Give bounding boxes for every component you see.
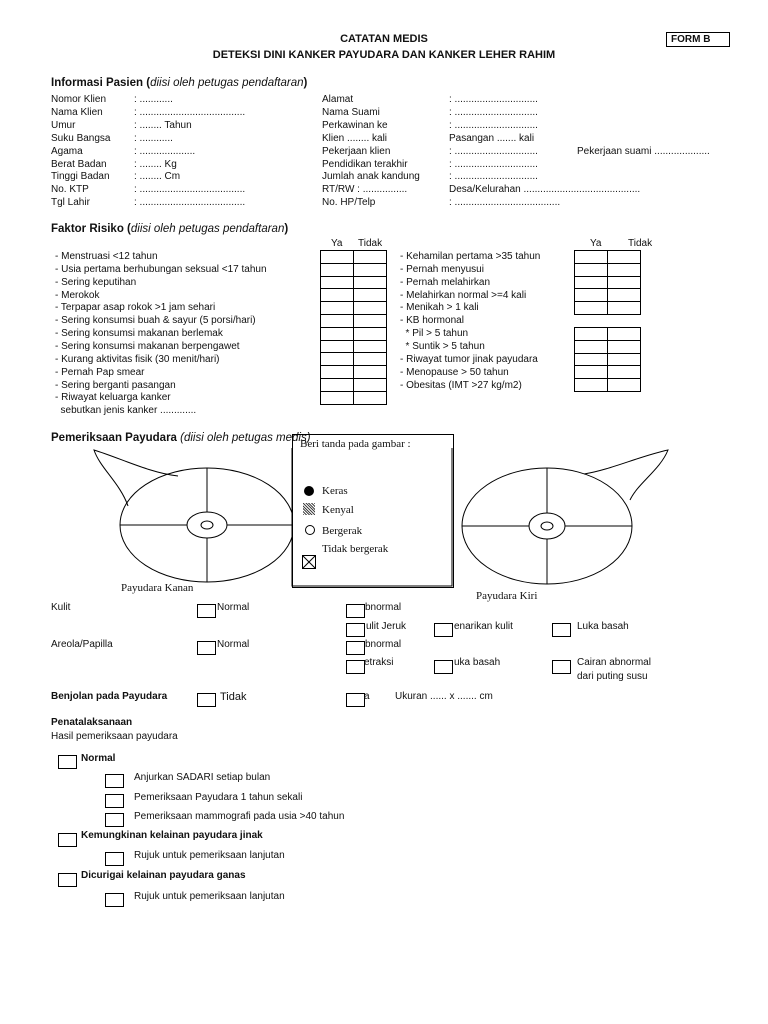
patient-field-label: RT/RW : ................: [322, 184, 408, 196]
ganas-rujuk-checkbox[interactable]: [105, 893, 124, 907]
legend-title: Beri tanda pada gambar :: [300, 438, 411, 450]
retraksi-checkbox[interactable]: [346, 660, 365, 674]
patient-field-value: : ....................: [134, 145, 196, 157]
risk-left-ya-cell[interactable]: [321, 327, 354, 340]
pemeriksaan-tahunan-label: Pemeriksaan Payudara 1 tahun sekali: [134, 792, 303, 803]
patient-field-label: Nama Suami: [322, 106, 380, 118]
jinak-checkbox[interactable]: [58, 833, 77, 847]
legend-kenyal: Kenyal: [322, 504, 354, 516]
risk-left-tidak-cell[interactable]: [354, 378, 387, 391]
sadari-checkbox[interactable]: [105, 774, 124, 788]
patient-field-value: Pasangan ....... kali: [449, 132, 535, 144]
kulit-jeruk-label: ulit Jeruk: [366, 621, 407, 632]
risk-factor-right: - Pernah menyusui: [400, 263, 484, 275]
kulit-label: Kulit: [51, 602, 71, 613]
risk-left-ya-cell[interactable]: [321, 366, 354, 379]
risk-left-tidak-cell[interactable]: [354, 366, 387, 379]
patient-field-label: No. KTP: [51, 184, 89, 196]
kulit-luka-basah-label: Luka basah: [577, 621, 629, 632]
patient-field-label: Perkawinan ke: [322, 119, 388, 131]
patient-field-label: Nama Klien: [51, 106, 103, 118]
pemeriksaan-tahunan-checkbox[interactable]: [105, 794, 124, 808]
patient-field-label: Jumlah anak kandung: [322, 171, 420, 183]
patient-field-label: Pendidikan terakhir: [322, 158, 408, 170]
risk-left-tidak-cell[interactable]: [354, 276, 387, 289]
risk-left-tidak-cell[interactable]: [354, 289, 387, 302]
management-subheading: Hasil pemeriksaan payudara: [51, 731, 178, 742]
risk-factor-left: - Terpapar asap rokok >1 jam sehari: [55, 302, 216, 314]
risk-left-tidak-cell[interactable]: [354, 251, 387, 264]
risk-left-ya-cell[interactable]: [321, 353, 354, 366]
risk-factor-right: - KB hormonal: [400, 315, 464, 327]
risk-factor-left: - Pernah Pap smear: [55, 366, 145, 378]
risk-right-ya-cell[interactable]: [575, 353, 608, 366]
risk-right-ya-cell[interactable]: [575, 276, 608, 289]
patient-field-extra: Pekerjaan suami ....................: [577, 145, 710, 157]
patient-field-label: Tgl Lahir: [51, 197, 90, 209]
areola-luka-basah-checkbox[interactable]: [434, 660, 453, 674]
risk-right-ya-cell[interactable]: [575, 366, 608, 379]
patient-field-label: Pekerjaan klien: [322, 145, 391, 157]
risk-factor-right: - Riwayat tumor jinak payudara: [400, 353, 538, 365]
risk-factor-right: - Obesitas (IMT >27 kg/m2): [400, 379, 522, 391]
patient-field-value: : ......................................: [134, 106, 246, 118]
risk-factor-right: * Pil > 5 tahun: [400, 328, 469, 340]
normal-label: Normal: [81, 753, 116, 764]
retraksi-label: etraksi: [364, 657, 394, 668]
mammografi-label: Pemeriksaan mammografi pada usia >40 tahun: [134, 811, 345, 822]
crossed-box-icon: [302, 555, 316, 569]
patient-field-value: : ..............................: [449, 158, 538, 170]
ganas-label: Dicurigai kelainan payudara ganas: [81, 870, 246, 881]
cairan-abnormal-checkbox[interactable]: [552, 660, 571, 674]
risk-grid-right-b: [574, 327, 641, 392]
patient-info-heading: Informasi Pasien (diisi oleh petugas pendaftaran): [51, 77, 308, 89]
risk-left-ya-cell[interactable]: [321, 314, 354, 327]
patient-field-label: Klien ........ kali: [322, 132, 388, 144]
patient-field-value: : ......................................: [449, 197, 561, 209]
risk-factor-right: - Menikah > 1 kali: [400, 302, 479, 314]
risk-factor-left: - Sering konsumsi makanan berlemak: [55, 328, 223, 340]
risk-right-tidak-cell[interactable]: [608, 366, 641, 379]
benjolan-tidak-checkbox[interactable]: [197, 693, 216, 707]
benjolan-ya-label: a: [364, 691, 370, 702]
risk-right-ya-cell[interactable]: [575, 263, 608, 276]
patient-field-label: Agama: [51, 145, 83, 157]
risk-grid-right-a: [574, 250, 641, 315]
risk-right-tidak-cell[interactable]: [608, 353, 641, 366]
risk-factor-left: - Sering keputihan: [55, 276, 137, 288]
risk-factor-left: - Sering berganti pasangan: [55, 379, 176, 391]
risk-right-tidak-cell[interactable]: [608, 379, 641, 392]
sadari-label: Anjurkan SADARI setiap bulan: [134, 772, 271, 783]
kulit-normal-label: Normal: [217, 602, 250, 613]
ganas-checkbox[interactable]: [58, 873, 77, 887]
areola-label: Areola/Papilla: [51, 639, 113, 650]
risk-right-ya-cell[interactable]: [575, 251, 608, 264]
risk-right-tidak-cell[interactable]: [608, 340, 641, 353]
penarikan-kulit-checkbox[interactable]: [434, 623, 453, 637]
patient-field-label: Alamat: [322, 94, 354, 105]
risk-right-tidak-cell[interactable]: [608, 289, 641, 302]
risk-right-ya-cell[interactable]: [575, 302, 608, 315]
jinak-rujuk-label: Rujuk untuk pemeriksaan lanjutan: [134, 850, 285, 861]
benjolan-label: Benjolan pada Payudara: [51, 691, 168, 702]
risk-heading: Faktor Risiko (diisi oleh petugas pendaftaran): [51, 223, 289, 235]
normal-checkbox[interactable]: [58, 755, 77, 769]
areola-luka-basah-label: uka basah: [454, 657, 501, 668]
patient-field-value: : ..............................: [449, 106, 538, 118]
penarikan-kulit-label: enarikan kulit: [454, 621, 513, 632]
risk-left-ya-cell[interactable]: [321, 340, 354, 353]
cairan-abnormal-label: Cairan abnormal: [577, 657, 651, 668]
ganas-rujuk-label: Rujuk untuk pemeriksaan lanjutan: [134, 891, 285, 902]
risk-col-no-left: Tidak: [358, 238, 383, 249]
legend-keras: Keras: [322, 485, 348, 497]
risk-right-ya-cell[interactable]: [575, 328, 608, 341]
risk-factor-right: - Pernah melahirkan: [400, 276, 491, 288]
patient-field-value: : ........ Tahun: [134, 119, 192, 131]
risk-left-tidak-cell[interactable]: [354, 314, 387, 327]
patient-field-value: : ........ Kg: [134, 158, 177, 170]
risk-right-ya-cell[interactable]: [575, 379, 608, 392]
patient-field-value: Desa/Kelurahan ..........................................: [449, 184, 641, 196]
kulit-abnormal-checkbox[interactable]: [346, 604, 365, 618]
legend-bergerak: Bergerak: [322, 525, 363, 537]
left-breast-label: Payudara Kiri: [476, 590, 538, 602]
form-code-badge: FORM B: [666, 32, 730, 47]
risk-left-tidak-cell[interactable]: [354, 340, 387, 353]
risk-left-ya-cell[interactable]: [321, 289, 354, 302]
patient-field-value: : ............: [134, 94, 173, 105]
areola-abnormal-label: bnormal: [365, 639, 402, 650]
risk-factor-left: - Sering konsumsi makanan berpengawet: [55, 340, 240, 352]
cairan-abnormal-label-2: dari puting susu: [577, 671, 648, 682]
right-breast-drawing: [94, 450, 294, 582]
patient-field-value: : ..............................: [449, 94, 538, 105]
breast-exam-heading: Pemeriksaan Payudara (diisi oleh petugas medis): [51, 432, 311, 444]
benjolan-size: Ukuran ...... x ....... cm: [395, 691, 493, 702]
risk-left-ya-cell[interactable]: [321, 302, 354, 315]
benjolan-tidak-label: Tidak: [220, 691, 247, 703]
benjolan-ya-checkbox[interactable]: [346, 693, 365, 707]
risk-right-ya-cell[interactable]: [575, 289, 608, 302]
right-breast-label: Payudara Kanan: [121, 582, 194, 594]
jinak-label: Kemungkinan kelainan payudara jinak: [81, 830, 263, 841]
risk-right-tidak-cell[interactable]: [608, 251, 641, 264]
patient-field-label: Berat Badan: [51, 158, 107, 170]
risk-factor-left: sebutkan jenis kanker .............: [55, 405, 197, 417]
patient-field-label: No. HP/Telp: [322, 197, 376, 209]
risk-factor-left: - Merokok: [55, 289, 100, 301]
risk-right-tidak-cell[interactable]: [608, 276, 641, 289]
risk-left-tidak-cell[interactable]: [354, 327, 387, 340]
patient-field-label: Tinggi Badan: [51, 171, 110, 183]
risk-right-ya-cell[interactable]: [575, 340, 608, 353]
patient-field-value: : ............: [134, 132, 173, 144]
risk-left-ya-cell[interactable]: [321, 378, 354, 391]
left-breast-drawing: [462, 450, 668, 584]
risk-right-tidak-cell[interactable]: [608, 328, 641, 341]
patient-field-label: Umur: [51, 119, 76, 131]
areola-normal-checkbox[interactable]: [197, 641, 216, 655]
patient-field-value: : ..............................: [449, 171, 538, 183]
kulit-luka-basah-checkbox[interactable]: [552, 623, 571, 637]
risk-left-ya-cell[interactable]: [321, 391, 354, 404]
legend-tidak-bergerak: Tidak bergerak: [322, 543, 389, 555]
risk-col-yes-left: Ya: [331, 238, 343, 249]
kulit-abnormal-label: bnormal: [365, 602, 402, 613]
patient-field-label: Suku Bangsa: [51, 132, 111, 144]
risk-factor-left: - Usia pertama berhubungan seksual <17 tahun: [55, 263, 267, 275]
risk-left-ya-cell[interactable]: [321, 251, 354, 264]
risk-factor-right: - Menopause > 50 tahun: [400, 366, 509, 378]
risk-factor-right: - Kehamilan pertama >35 tahun: [400, 251, 541, 262]
areola-abnormal-checkbox[interactable]: [346, 641, 365, 655]
management-heading: Penatalaksanaan: [51, 717, 133, 728]
patient-field-value: : ..............................: [449, 145, 538, 157]
risk-grid-left: [320, 250, 387, 405]
form-title: CATATAN MEDIS: [340, 33, 428, 45]
risk-factor-left: - Riwayat keluarga kanker: [55, 392, 171, 404]
jinak-rujuk-checkbox[interactable]: [105, 852, 124, 866]
areola-normal-label: Normal: [217, 639, 250, 650]
risk-col-no-right: Tidak: [628, 238, 653, 249]
risk-factor-left: - Sering konsumsi buah & sayur (5 porsi/hari): [55, 315, 256, 327]
kulit-normal-checkbox[interactable]: [197, 604, 216, 618]
patient-field-label: Nomor Klien: [51, 94, 107, 105]
risk-factor-left: - Menstruasi <12 tahun: [55, 251, 158, 262]
legend-box: [292, 434, 454, 588]
risk-right-tidak-cell[interactable]: [608, 263, 641, 276]
solid-dot-icon: [304, 486, 314, 496]
risk-factor-right: * Suntik > 5 tahun: [400, 340, 485, 352]
patient-field-value: : ..............................: [449, 119, 538, 131]
risk-left-tidak-cell[interactable]: [354, 353, 387, 366]
risk-left-tidak-cell[interactable]: [354, 302, 387, 315]
dotted-square-icon: [303, 503, 315, 515]
patient-field-value: : ........ Cm: [134, 171, 181, 183]
form-subtitle: DETEKSI DINI KANKER PAYUDARA DAN KANKER LEHER RAHIM: [212, 49, 556, 61]
mammografi-checkbox[interactable]: [105, 813, 124, 827]
risk-left-tidak-cell[interactable]: [354, 391, 387, 404]
risk-col-yes-right: Ya: [590, 238, 602, 249]
patient-field-value: : ......................................: [134, 197, 246, 209]
risk-factor-right: - Melahirkan normal >=4 kali: [400, 289, 527, 301]
risk-right-tidak-cell[interactable]: [608, 302, 641, 315]
kulit-jeruk-checkbox[interactable]: [346, 623, 365, 637]
risk-left-ya-cell[interactable]: [321, 263, 354, 276]
risk-left-ya-cell[interactable]: [321, 276, 354, 289]
risk-left-tidak-cell[interactable]: [354, 263, 387, 276]
patient-field-value: : ......................................: [134, 184, 246, 196]
risk-factor-left: - Kurang aktivitas fisik (30 menit/hari): [55, 353, 220, 365]
open-circle-icon: [305, 525, 315, 535]
